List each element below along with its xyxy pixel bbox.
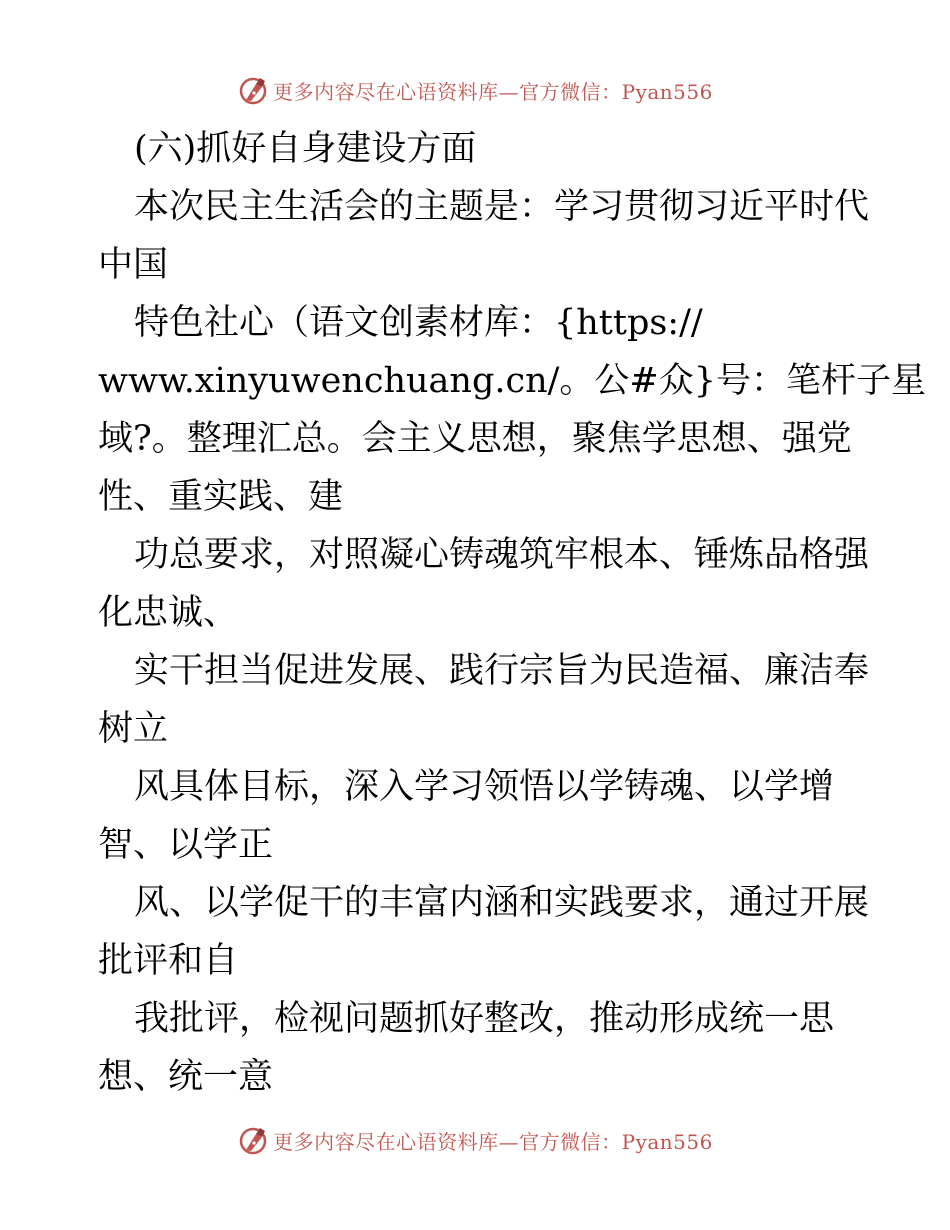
paragraph-line: 本次民主生活会的主题是：学习贯彻习近平时代 bbox=[134, 187, 870, 227]
paragraph-line: 性、重实践、建 bbox=[98, 477, 344, 517]
paragraph-line: 想、统一意 bbox=[98, 1057, 274, 1097]
fountain-pen-nib-icon bbox=[237, 74, 269, 106]
fountain-pen-nib-icon bbox=[237, 1124, 269, 1156]
header-watermark bbox=[0, 70, 950, 110]
paragraph-line: 化忠诚、 bbox=[98, 593, 239, 633]
paragraph-line: 域?。整理汇总。会主义思想，聚焦学思想、强党 bbox=[98, 419, 852, 459]
paragraph-line: 功总要求，对照凝心铸魂筑牢根本、锤炼品格强 bbox=[134, 535, 870, 575]
paragraph-line: 风具体目标，深入学习领悟以学铸魂、以学增 bbox=[134, 767, 835, 807]
paragraph-line: 我批评，检视问题抓好整改，推动形成统一思 bbox=[134, 999, 835, 1039]
document-body bbox=[98, 120, 927, 1106]
paragraph-line: 特色社心（语文创素材库：{https:// bbox=[134, 303, 703, 343]
section-heading: (六)抓好自身建设方面 bbox=[134, 129, 477, 169]
paragraph-line: 智、以学正 bbox=[98, 825, 274, 865]
paragraph-line: 风、以学促干的丰富内涵和实践要求，通过开展 bbox=[134, 883, 870, 923]
watermark-text: 更多内容尽在心语资料库—官方微信：Pyan556 bbox=[273, 1129, 713, 1154]
paragraph-line: 实干担当促进发展、践行宗旨为民造福、廉洁奉 bbox=[134, 651, 870, 691]
paragraph-line: 批评和自 bbox=[98, 941, 239, 981]
paragraph-line: 中国 bbox=[98, 245, 169, 285]
paragraph-line: www.xinyuwenchuang.cn/。公#众}号：笔杆子星 bbox=[98, 361, 927, 401]
paragraph-line: 树立 bbox=[98, 709, 169, 749]
footer-watermark bbox=[0, 1120, 950, 1160]
watermark-text: 更多内容尽在心语资料库—官方微信：Pyan556 bbox=[273, 79, 713, 104]
